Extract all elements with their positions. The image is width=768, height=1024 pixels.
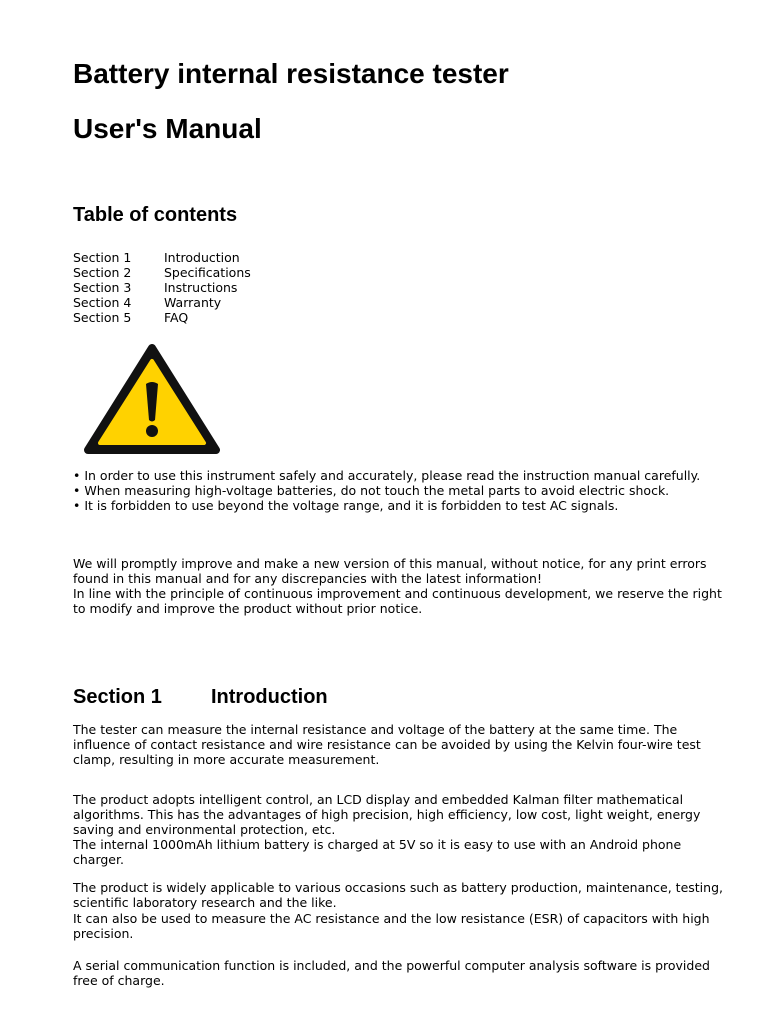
section-number: Section 1	[73, 686, 162, 708]
intro-paragraph: A serial communication function is included, and the powerful computer analysis software is provided free of charge.	[73, 958, 710, 988]
intro-paragraph: The internal 1000mAh lithium battery is charged at 5V so it is easy to use with an Android phone charger.	[73, 837, 682, 867]
toc-section-number: Section 1	[73, 250, 132, 265]
notice-paragraph: We will promptly improve and make a new version of this manual, without notice, for any print errors found in this manual and for any discrepancies with the latest information!	[73, 556, 707, 586]
document-subtitle: User's Manual	[73, 113, 262, 144]
notice-paragraph: In line with the principle of continuous improvement and continuous development, we reserve the right to modify and improve the product without prior notice.	[73, 586, 722, 616]
toc-section-number: Section 5	[73, 310, 132, 325]
toc-section-number: Section 2	[73, 265, 132, 280]
toc-section-label: Warranty	[164, 295, 222, 310]
intro-paragraph: The tester can measure the internal resistance and voltage of the battery at the same time. The influence of contact resistance and wire resistance can be avoided by using the Kelvin four-wire test clamp, resulting in more accurate measurement.	[73, 722, 701, 767]
toc-section-label: Introduction	[164, 250, 240, 265]
toc-section-number: Section 3	[73, 280, 132, 295]
toc-entry	[73, 310, 251, 325]
intro-paragraph: The product is widely applicable to various occasions such as battery production, maintenance, testing, scientific laboratory research and the like.	[73, 880, 723, 910]
intro-paragraph: It can also be used to measure the AC resistance and the low resistance (ESR) of capacitors with high precision.	[73, 911, 710, 941]
table-of-contents	[73, 250, 251, 325]
toc-entry	[73, 295, 251, 310]
warning-item: • In order to use this instrument safely and accurately, please read the instruction manual carefully.	[73, 468, 701, 483]
warning-triangle-icon	[83, 342, 221, 456]
toc-section-number: Section 4	[73, 295, 132, 310]
section-title: Introduction	[211, 686, 328, 708]
safety-warnings	[73, 468, 728, 513]
section-heading	[73, 685, 328, 709]
warning-item: • When measuring high-voltage batteries, do not touch the metal parts to avoid electric shock.	[73, 483, 670, 498]
toc-section-label: FAQ	[164, 310, 189, 325]
toc-entry	[73, 250, 251, 265]
toc-entry	[73, 280, 251, 295]
toc-section-label: Instructions	[164, 280, 238, 295]
toc-entry	[73, 265, 251, 280]
warning-item: • It is forbidden to use beyond the voltage range, and it is forbidden to test AC signals.	[73, 498, 619, 513]
toc-section-label: Specifications	[164, 265, 251, 280]
toc-heading: Table of contents	[73, 204, 238, 226]
intro-paragraph: The product adopts intelligent control, an LCD display and embedded Kalman filter mathematical algorithms. This has the advantages of high precision, high efficiency, low cost, light weight, energy saving and environmental protection, etc.	[73, 792, 701, 837]
document-title: Battery internal resistance tester	[73, 58, 509, 89]
